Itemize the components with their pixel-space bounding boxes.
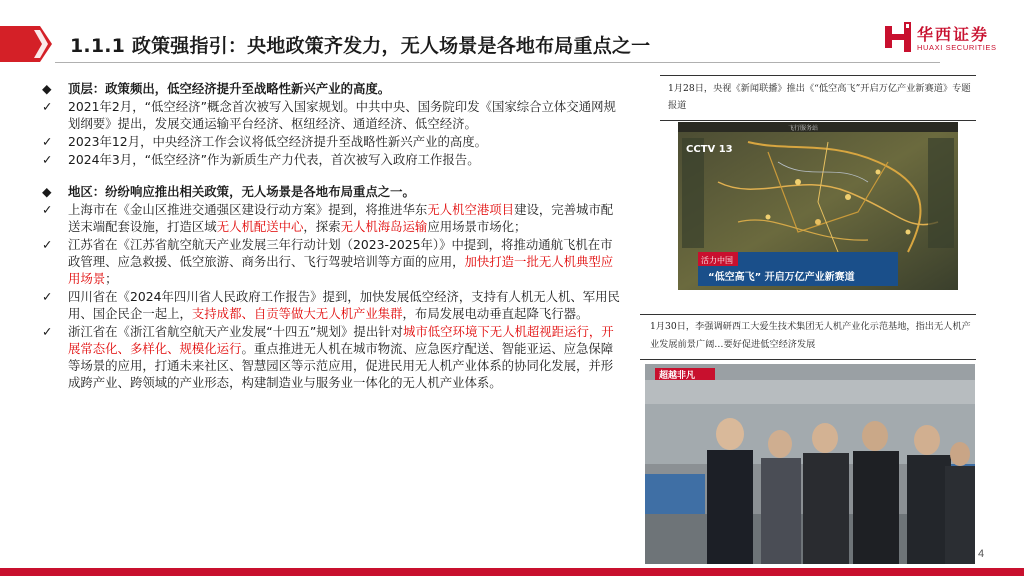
list-item	[42, 288, 622, 322]
body-text: 建设，完善城市配送末端配套设施，打造区域	[68, 202, 614, 234]
body-text: 应用场景市场化；	[427, 219, 527, 234]
body-text: ，布局发展电动垂直起降飞行器。	[402, 306, 589, 321]
body-text: 四川省在《2024年四川省人民政府工作报告》提到，加快发展低空经济，支持有人机无人机、军用民用、国企民企一起上，	[68, 289, 620, 321]
body-text: 江苏省在《江苏省航空航天产业发展三年行动计划（2023-2025年）》中提到，将推动通航飞机在市政管理、应急救援、低空旅游、商务出行、飞行驾驶培训等方面的应用，	[68, 237, 613, 269]
footer-accent-bar	[0, 568, 1024, 576]
highlight-text: 支持成都、自贡等做大无人机产业集群	[191, 306, 403, 321]
list-item	[42, 98, 622, 132]
policy-content	[42, 80, 622, 392]
checkmark-icon: ✓	[42, 289, 53, 304]
highlight-text: 城市低空环境下无人机超视距运行，开展常态化、多样化、规模化运行	[68, 324, 614, 356]
list-item-text: 2024年3月，“低空经济”作为新质生产力代表，首次被写入政府工作报告。	[68, 152, 480, 167]
checkmark-icon: ✓	[42, 99, 53, 114]
huaxi-logo-icon	[884, 22, 912, 52]
highlight-text: 无人机配送中心	[216, 219, 304, 234]
list-item	[42, 323, 622, 391]
rich-text	[68, 237, 613, 286]
checkmark-icon: ✓	[42, 324, 53, 339]
section-heading-text: 顶层：政策频出，低空经济提升至战略性新兴产业的高度。	[68, 81, 391, 96]
tv-tag: 活力中国	[701, 256, 733, 265]
page-title: 1.1.1 政策强指引：央地政策齐发力，无人场景是各地布局重点之一	[70, 35, 651, 57]
factory-banner: 超越非凡	[659, 371, 696, 381]
list-item	[42, 201, 622, 235]
checkmark-icon: ✓	[42, 134, 53, 149]
image-caption-news: 1月28日，央视《新闻联播》推出《“低空高飞”开启万亿产业新赛道》专题报道	[660, 75, 976, 121]
body-text: ；	[105, 271, 118, 286]
body-text: 。重点推进无人机在城市物流、应急医疗配送、智能亚运、应急保障等场景的应用，打通未来社区、智慧园区等示范应用，促进民用无人机产业体系的协同化发展，并形成跨产业、跨领域的产业形态，构建制造业与服务业一体化的无人机产业体系。	[68, 341, 614, 390]
section-heading-text: 地区：纷纷响应推出相关政策，无人场景是各地布局重点之一。	[68, 184, 415, 199]
diamond-bullet-icon: ◆	[42, 81, 52, 96]
tv-channel-logo: CCTV 13	[686, 144, 733, 155]
list-item	[42, 151, 622, 168]
rich-text	[68, 289, 620, 321]
screen-label: 飞行服务站	[788, 125, 819, 132]
body-text: 上海市在《金山区推进交通强区建设行动方案》提到，将推进华东	[68, 202, 428, 217]
checkmark-icon: ✓	[42, 152, 53, 167]
rich-text	[68, 202, 613, 234]
logo-chinese-name: 华西证券	[917, 25, 990, 44]
list-item	[42, 133, 622, 150]
list-item-text: 2023年12月，中央经济工作会议将低空经济提升至战略性新兴产业的高度。	[68, 134, 488, 149]
list-item-text: 2021年2月，“低空经济”概念首次被写入国家规划。中共中央、国务院印发《国家综合立体交通网规划纲要》提出，发展交通运输平台经济、枢纽经济、通道经济、低空经济。	[68, 99, 616, 131]
factory-visit-photo	[645, 364, 975, 564]
highlight-text: 无人机海岛运输	[340, 219, 428, 234]
section-heading-regional	[42, 183, 622, 200]
rich-text	[68, 324, 614, 390]
header-accent-bar	[0, 26, 52, 62]
section-heading-top-level	[42, 80, 622, 97]
news-broadcast-image	[678, 122, 958, 290]
checkmark-icon: ✓	[42, 237, 53, 252]
logo-english-name: HUAXI SECURITIES	[917, 43, 997, 52]
body-text: 浙江省在《浙江省航空航天产业发展“十四五”规划》提出针对	[68, 324, 403, 339]
diamond-bullet-icon: ◆	[42, 184, 52, 199]
tv-banner-text: “低空高飞” 开启万亿产业新赛道	[708, 272, 855, 283]
page-number: 4	[978, 548, 985, 560]
image-caption-visit: 1月30日，李强调研西工大爱生技术集团无人机产业化示范基地，指出无人机产业发展前景广阔…要好促进低空经济发展	[640, 314, 976, 360]
list-item	[42, 236, 622, 287]
body-text: ，探索	[303, 219, 341, 234]
header-divider	[55, 62, 940, 63]
highlight-text: 加快打造一批无人机典型应用场景	[68, 254, 614, 286]
highlight-text: 无人机空港项目	[427, 202, 515, 217]
checkmark-icon: ✓	[42, 202, 53, 217]
company-logo	[884, 22, 1014, 56]
